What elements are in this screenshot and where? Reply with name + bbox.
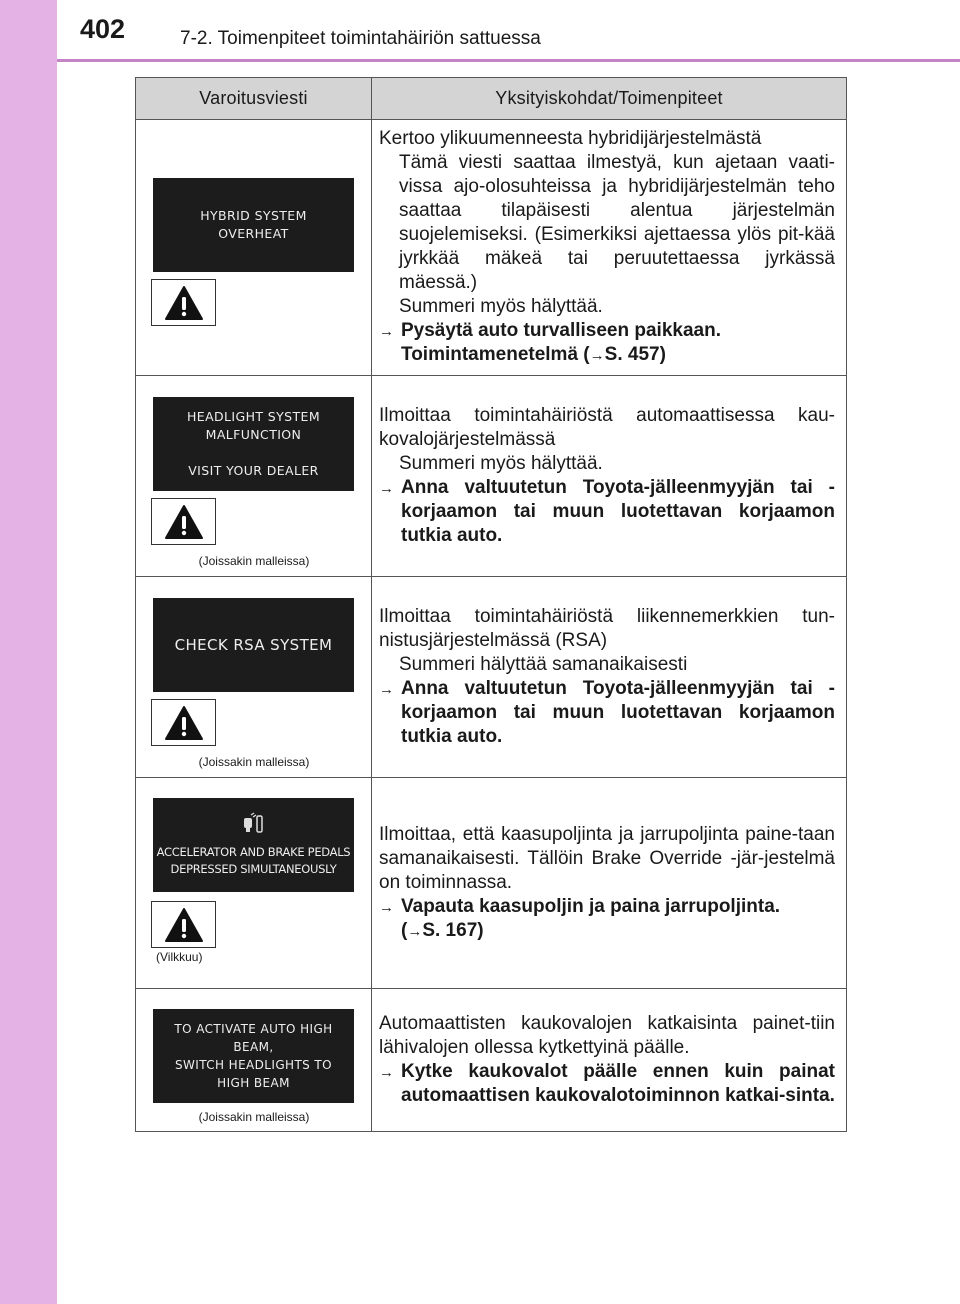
description-text: Summeri myös hälyttää.: [399, 296, 603, 317]
action-instruction: [379, 476, 835, 548]
details-cell: [372, 577, 847, 778]
screen-message: ACCELERATOR AND BRAKE PEDALS DEPRESSED SIMULTANEOUSLY: [156, 845, 351, 876]
action-text: Vapauta kaasupoljin ja paina jarrupoljinta.: [401, 895, 781, 917]
display-screen: [153, 397, 354, 491]
right-arrow-icon: →: [379, 480, 394, 497]
action-instruction: [379, 319, 835, 368]
warning-triangle-icon: [151, 901, 216, 948]
action-instruction: [379, 895, 835, 944]
warning-cell: [136, 989, 372, 1132]
details-cell: [372, 989, 847, 1132]
action-text: Kytke kaukovalot päälle ennen kuin painat automaattisen kaukovalotoiminnon katkai-sinta.: [401, 1061, 835, 1106]
description-text: Summeri hälyttää samanaikaisesti: [399, 654, 688, 675]
right-arrow-icon: →: [379, 898, 394, 916]
table-row: [136, 778, 847, 989]
table-row: [136, 577, 847, 778]
warning-cell: [136, 577, 372, 778]
action-instruction: [379, 677, 835, 749]
display-screen: [153, 178, 354, 272]
side-color-band: [0, 0, 57, 1304]
page-header: [0, 0, 960, 62]
availability-caption: (Vilkkuu): [156, 950, 203, 964]
details-cell: [372, 120, 847, 376]
action-reference-label: Toimintamenetelmä (: [401, 344, 590, 365]
screen-message: CHECK RSA SYSTEM: [174, 636, 333, 654]
column-header-warning: Varoitusviesti: [136, 78, 372, 120]
description-text: Summeri myös hälyttää.: [399, 453, 603, 474]
warning-cell: [136, 376, 372, 577]
warning-triangle-icon: [151, 279, 216, 326]
description-text: Ilmoittaa toimintahäiriöstä automaattisessa kau-kovalojärjestelmässä: [379, 405, 835, 450]
availability-caption: (Joissakin malleissa): [198, 755, 310, 769]
action-reference-label: (: [401, 919, 408, 941]
warning-message-table: [135, 77, 847, 1132]
warning-triangle-icon: [151, 498, 216, 545]
action-text: Anna valtuutetun Toyota-jälleenmyyjän tai -korjaamon tai muun luotettavan korjaamon tutkia auto.: [401, 477, 835, 546]
page-reference[interactable]: S. 457): [604, 344, 666, 365]
warning-cell: [136, 120, 372, 376]
screen-message: TO ACTIVATE AUTO HIGH BEAM, SWITCH HEADLIGHTS TO HIGH BEAM: [174, 1022, 333, 1090]
warning-cell: [136, 778, 372, 989]
header-rule: [57, 59, 960, 62]
warning-triangle-icon: [151, 699, 216, 746]
description-text: Automaattisten kaukovalojen katkaisinta painet-tiin lähivalojen ollessa kytkettyinä päälle.: [379, 1013, 835, 1058]
action-text: Pysäytä auto turvalliseen paikkaan.: [401, 320, 721, 341]
description-text: Tämä viesti saattaa ilmestyä, kun ajetaan vaati-vissa ajo-olosuhteissa ja hybridijärjestelmän teho saattaa tilapäisesti alentua järjestelmän suojelemiseksi. (Esimerkiksi ajettaessa ylös pit-kää jyrkkää mäkeä tai peruutettaessa jyrkässä mäessä.): [399, 152, 835, 293]
right-arrow-icon: →: [379, 1064, 394, 1081]
action-instruction: [379, 1060, 835, 1108]
description-text: Ilmoittaa toimintahäiriöstä liikennemerkkien tun-nistusjärjestelmässä (RSA): [379, 606, 835, 651]
screen-message: HEADLIGHT SYSTEM MALFUNCTION VISIT YOUR DEALER: [186, 409, 321, 478]
display-screen: [153, 598, 354, 692]
right-arrow-icon: →: [379, 681, 394, 698]
column-header-details: Yksityiskohdat/Toimenpiteet: [372, 78, 847, 120]
table-row: [136, 376, 847, 577]
availability-caption: (Joissakin malleissa): [198, 554, 310, 568]
right-arrow-icon: →: [379, 323, 394, 340]
description-text: Kertoo ylikuumenneesta hybridijärjestelmästä: [379, 128, 762, 149]
table-header-row: [136, 78, 847, 120]
section-title: 7-2. Toimenpiteet toimintahäiriön sattuessa: [180, 28, 541, 49]
page-number: 402: [80, 14, 126, 44]
screen-message: HYBRID SYSTEM OVERHEAT: [200, 208, 307, 241]
page-reference[interactable]: S. 167): [422, 919, 484, 941]
description-text: Ilmoittaa, että kaasupoljinta ja jarrupoljinta paine-taan samanaikaisesti. Tällöin Brake Override -jär-jestelmä on toiminnassa.: [379, 823, 835, 893]
details-cell: [372, 376, 847, 577]
accelerator-brake-pedals-icon: [242, 812, 266, 834]
display-screen: [153, 1009, 354, 1103]
availability-caption: (Joissakin malleissa): [198, 1110, 310, 1124]
right-arrow-icon: →: [407, 922, 423, 940]
right-arrow-icon: →: [589, 347, 605, 364]
details-cell: [372, 778, 847, 989]
action-text: Anna valtuutetun Toyota-jälleenmyyjän tai -korjaamon tai muun luotettavan korjaamon tutkia auto.: [401, 678, 835, 747]
display-screen: [153, 798, 354, 892]
table-row: [136, 120, 847, 376]
table-row: [136, 989, 847, 1132]
